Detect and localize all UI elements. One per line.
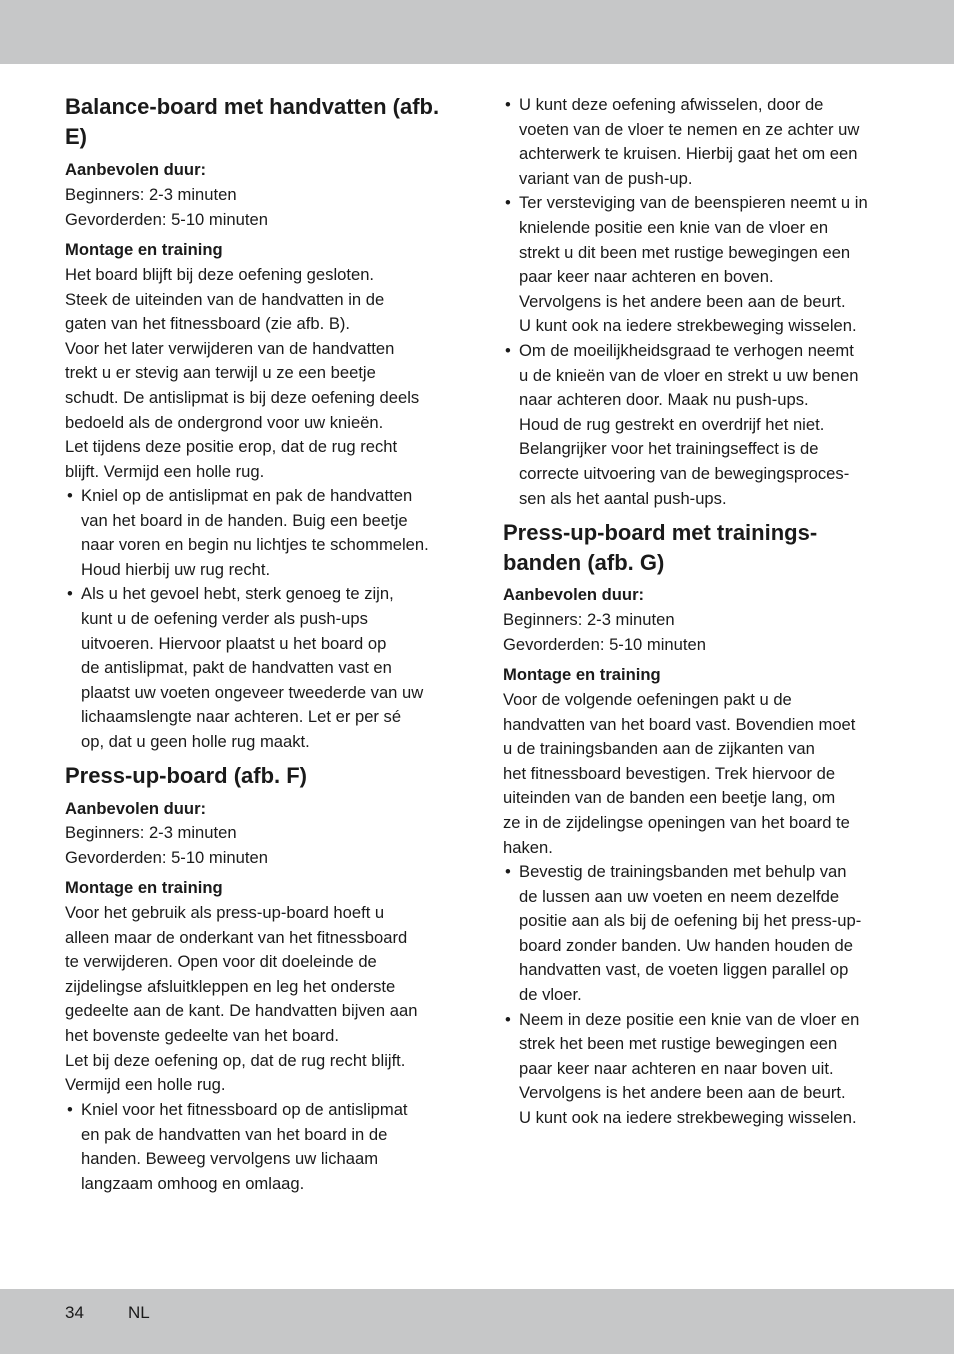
list-item-text: Kniel op de antislipmat en pak de handvatten van het board in de handen. Buig een beetje naar voren en begin nu lichtjes te schommelen. Houd hierbij uw rug recht. [81,486,429,579]
list-item-text: U kunt deze oefening afwisselen, door de voeten van de vloer te nemen en ze achter uw achterwerk te kruisen. Hierbij gaat het om een variant van de push-up. [519,95,860,188]
section-body: Voor de volgende oefeningen pakt u de handvatten van het board vast. Bovendien moet u de trainingsbanden aan de zijkanten van het fitnessboard bevestigen. Trek hiervoor de uiteinden van de banden een beetje lang, om ze in de zijdelingse openingen van het board te haken. [503,690,856,857]
list-item [503,1008,895,1131]
bullet-icon: • [505,1009,511,1029]
assembly-label: Montage en training [65,878,223,897]
section-body: Het board blijft bij deze oefening gesloten. Steek de uiteinden van de handvatten in de gaten van het fitnessboard (zie afb. B). Voor het later verwijderen van de handvatten trekt u er stevig aan terwijl u ze een beetje schudt. De antislipmat is bij deze oefening deels bedoeld als de ondergrond voor uw knieën. Let tijdens deze positie erop, dat de rug recht blijft. Vermijd een holle rug. [65,265,420,481]
list-item [65,484,457,582]
duration-text: Beginners: 2-3 minuten Gevorderden: 5-10 minuten [65,823,268,867]
list-item [503,860,895,1008]
section-title-balance-board: Balance-board met handvatten (afb. E) [65,94,440,149]
page-number: 34 [65,1303,84,1322]
duration-label: Aanbevolen duur: [65,799,207,818]
bullet-icon: • [505,340,511,360]
assembly-label: Montage en training [65,240,223,259]
section-title-press-up-board-bands: Press-up-board met trainings- banden (afb. G) [503,520,818,575]
assembly-label: Montage en training [503,665,661,684]
section-title-press-up-board: Press-up-board (afb. F) [65,763,308,788]
bullet-list [65,1098,457,1196]
header-band [0,0,954,64]
bullet-list [65,484,457,755]
list-item-text: Neem in deze positie een knie van de vloer en strek het been met rustige bewegingen een paar keer naar achteren en naar boven uit. Vervolgens is het andere been aan de beurt. U kunt ook na iedere strekbeweging wisselen. [519,1009,860,1127]
bullet-list [503,860,895,1131]
bullet-icon: • [505,862,511,881]
bullet-icon: • [67,1100,73,1119]
list-item-text: Om de moeilijkheidsgraad te verhogen neemt u de knieën van de vloer en strekt u uw benen naar achteren door. Maak nu push-ups. Houd de rug gestrekt en overdrijf het niet. Belangrijker voor het trainingseffect is de correcte uitvoering van de bewegingsproces- sen als het aantal push-ups. [519,340,859,508]
duration-label: Aanbevolen duur: [65,160,207,179]
duration-text: Beginners: 2-3 minuten Gevorderden: 5-10 minuten [503,610,706,654]
duration-text: Beginners: 2-3 minuten Gevorderden: 5-10 minuten [65,185,268,229]
section-body: Voor het gebruik als press-up-board hoeft u alleen maar de onderkant van het fitnessboard te verwijderen. Open voor dit doeleinde de zijdelingse afsluitkleppen en leg het onderste gedeelte aan de kant. De handvatten bijven aan het bovenste gedeelte van het board. Let bij deze oefening op, dat de rug recht blijft. Vermijd een holle rug. [65,903,418,1095]
bullet-icon: • [505,95,511,114]
bullet-icon: • [67,584,73,604]
list-item-text: Als u het gevoel hebt, sterk genoeg te zijn, kunt u de oefening verder als push-ups uitvoeren. Hiervoor plaatst u het board op de antislipmat, pakt de handvatten vast en plaatst uw voeten ongeveer tweederde van uw lichaamslengte naar achteren. Let er per sé op, dat u geen holle rug maakt. [81,584,424,751]
list-item [65,582,457,754]
list-item [503,191,895,339]
list-item-text: Bevestig de trainingsbanden met behulp van de lussen aan uw voeten en neem dezelfde positie aan als bij de oefening bij het press-up- board zonder banden. Uw handen houden de handvatten vast, de voeten liggen parallel op de vloer. [519,862,862,1004]
duration-label: Aanbevolen duur: [503,585,645,604]
list-item [65,1098,457,1196]
bullet-list [503,93,895,511]
list-item [503,93,895,191]
language-code: NL [128,1303,150,1322]
list-item-text: Kniel voor het fitnessboard op de antislipmat en pak de handvatten van het board in de handen. Beweeg vervolgens uw lichaam langzaam omhoog en omlaag. [81,1100,408,1193]
list-item [503,339,895,511]
list-item-text: Ter versteviging van de beenspieren neemt u in knielende positie een knie van de vloer en strekt u dit been met rustige bewegingen een paar keer naar achteren en boven. Vervolgens is het andere been aan de beurt. U kunt ook na iedere strekbeweging wisselen. [519,193,868,336]
bullet-icon: • [67,486,73,505]
bullet-icon: • [505,193,511,213]
